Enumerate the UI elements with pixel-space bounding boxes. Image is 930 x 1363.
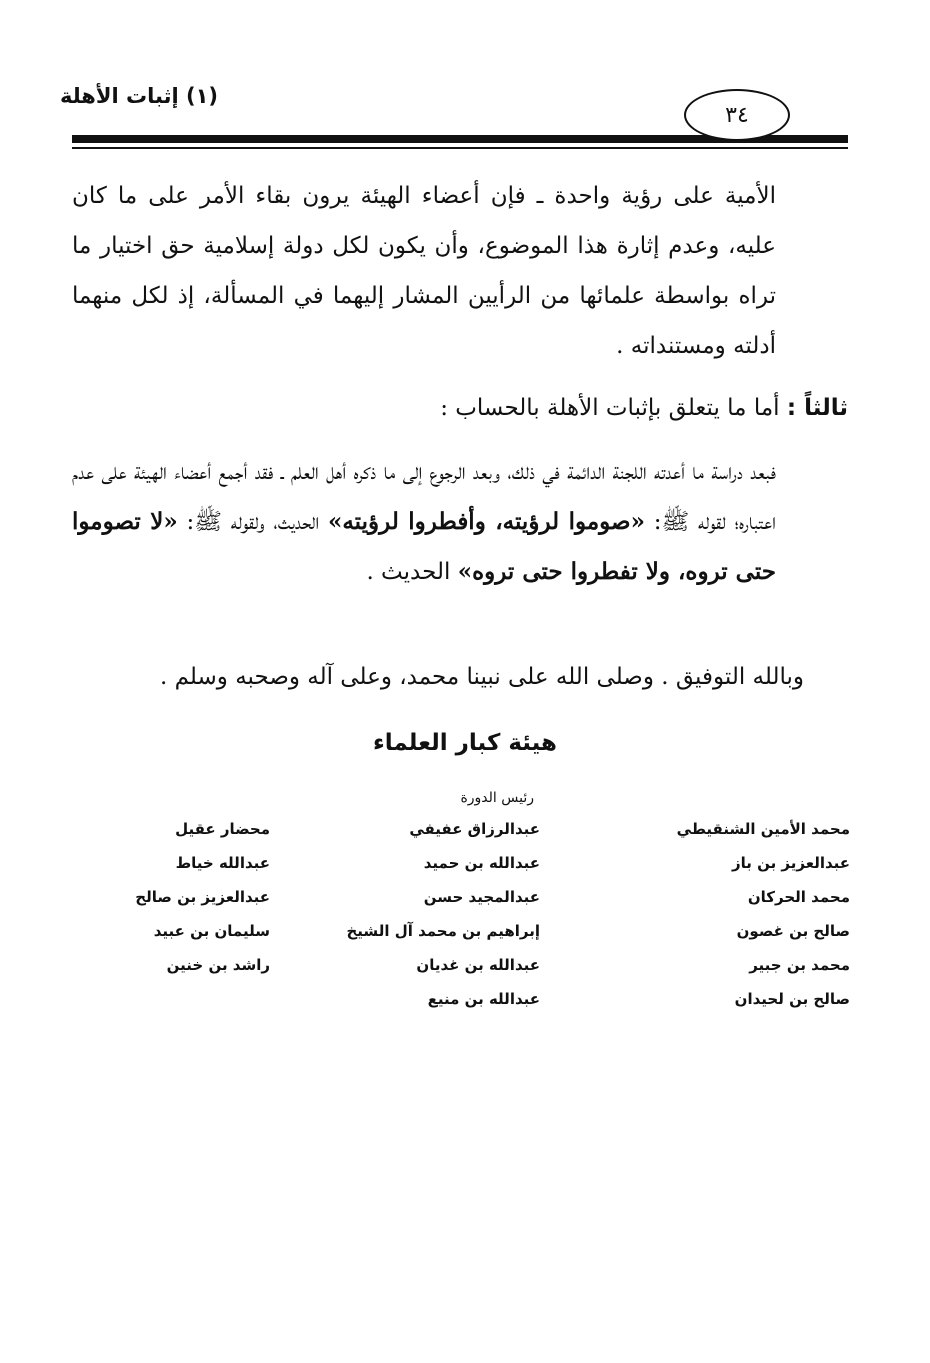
header-rule-thin — [72, 147, 848, 149]
paragraph-1: الأمية على رؤية واحدة ـ فإن أعضاء الهيئة يرون بقاء الأمر على ما كان عليه، وعدم إثارة هذا الموضوع، وأن يكون لكل دولة إسلامية حق اختيار ما تراه بواسطة علمائها من الرأيين المشار إليهما في المسألة، إذ لكل منهما أدلته ومستنداته . — [72, 183, 776, 359]
chairman-label: رئيس الدورة — [460, 790, 534, 806]
hadith-quote-2: «لا تصوموا حتى تروه، ولا تفطروا حتى تروه» — [72, 508, 776, 585]
paragraph-2-mid: الحديث، ولقوله ﷺ: — [177, 509, 328, 535]
signatory-name: عبدالعزيز بن باز — [731, 854, 850, 872]
signatory-name: عبدالله خياط — [175, 854, 270, 872]
signatory-name: محمد الحركان — [747, 888, 850, 906]
signatory-name: عبدالله بن غديان — [416, 956, 540, 974]
signatory-name: محضار عقيل — [175, 820, 270, 838]
signatory-name: إبراهيم بن محمد آل الشيخ — [346, 922, 540, 940]
paragraph-2 — [72, 447, 776, 647]
signatory-name: محمد الأمين الشنقيطي — [676, 820, 850, 838]
page-number: ٣٤ — [684, 89, 790, 141]
signatory-name: راشد بن خنين — [166, 956, 270, 974]
paragraph-2-lead: فبعد دراسة ما أعدته اللجنة الدائمة في ذلك، وبعد الرجوع إلى ما ذكره أهل العلم ـ فقد أجمع أعضاء الهيئة على عدم اعتباره؛ لقوله ﷺ: — [72, 459, 776, 535]
hadith-quote-1: «صوموا لرؤيته، وأفطروا لرؤيته» — [327, 508, 645, 535]
signatory-name: عبدالمجيد حسن — [423, 888, 540, 906]
signatory-name: عبدالرزاق عفيفي — [409, 820, 540, 838]
closing-line: وبالله التوفيق . وصلى الله على نبينا محمد، وعلى آله وصحبه وسلم . — [159, 664, 804, 690]
signatory-name: عبدالعزيز بن صالح — [135, 888, 270, 906]
signatory-name: عبدالله بن حميد — [423, 854, 540, 872]
council-title: هيئة كبار العلماء — [372, 730, 558, 756]
signatures-column-right — [640, 812, 850, 1016]
signatory-name: صالح بن لحيدان — [734, 990, 850, 1008]
signatory-name: صالح بن غصون — [736, 922, 850, 940]
section-third-title: أما ما يتعلق بإثبات الأهلة بالحساب : — [440, 395, 780, 421]
paragraph-2-end: الحديث . — [366, 559, 458, 585]
signatory-name: سليمان بن عبيد — [153, 922, 270, 940]
signatory-name: محمد بن جبير — [749, 956, 850, 974]
signatures-column-middle — [330, 812, 540, 1016]
section-third-heading — [72, 383, 848, 433]
signatures-column-left — [80, 812, 270, 982]
running-header-title: (١) إثبات الأهلة — [60, 84, 219, 108]
signatory-name: عبدالله بن منيع — [427, 990, 540, 1008]
section-third-label: ثالثاً : — [786, 395, 848, 421]
